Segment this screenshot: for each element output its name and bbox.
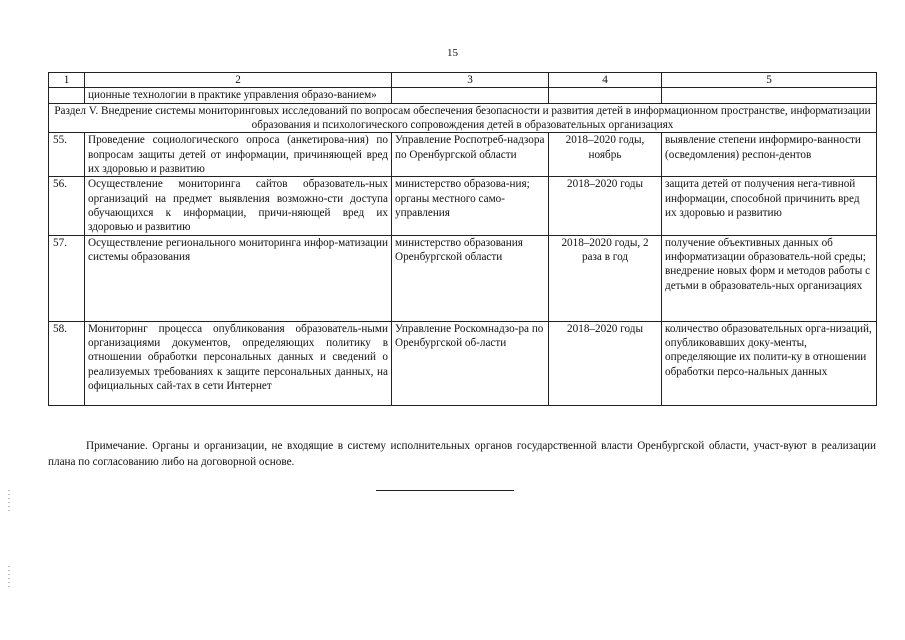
row-term: 2018–2020 годы [549,321,662,405]
column-number-5: 5 [662,73,877,88]
row-result: выявление степени информиро-ванности (осведомления) респон-дентов [662,133,877,177]
row-measure: Проведение социологического опроса (анкетирова-ния) по вопросам защиты детей от информации, причиняющей вред их здоровью и развитию [85,133,392,177]
row-measure: Осуществление мониторинга сайтов образователь-ных организаций на предмет выявления возможно-сти доступа обучающихся к информации, причи-няющей вред их здоровью и развитию [85,177,392,235]
section-title: Раздел V. Внедрение системы мониторинговых исследований по вопросам обеспечения безопасности и развития детей в информационном пространстве, информатизации образования и психологического сопровождения детей в образовательных организациях [49,103,877,133]
continuation-text: ционные технологии в практике управления образо-ванием» [85,88,392,103]
note-text: Примечание. Органы и организации, не входящие в систему исполнительных органов государственной власти Оренбургской области, участ-вуют в реализации плана по согласованию либо на договорной основе. [48,440,876,469]
continuation-row [49,88,877,103]
note [48,438,876,470]
row-result: получение объективных данных об информатизации образователь-ной среды; внедрение новых форм и методов работы с детьми в образователь-ных организациях [662,235,877,321]
row-result: защита детей от получения нега-тивной информации, способной причинить вред их здоровью и развитию [662,177,877,235]
column-number-4: 4 [549,73,662,88]
table-row [49,133,877,177]
separator-line [376,490,514,491]
row-number: 56. [49,177,85,235]
row-executor: Управление Роспотреб-надзора по Оренбургской области [392,133,549,177]
column-number-1: 1 [49,73,85,88]
row-number: 55. [49,133,85,177]
row-measure: Мониторинг процесса опубликования образователь-ными организациями документов, определяющих политику в отношении обработки персональных данных и сведений о реализуемых требованиях к защите персональных данных, на официальных сай-тах в сети Интернет [85,321,392,405]
table-row [49,321,877,405]
binding-marks [8,490,10,514]
row-executor: министерство образования Оренбургской области [392,235,549,321]
plan-table [48,72,877,406]
column-number-3: 3 [392,73,549,88]
row-term: 2018–2020 годы, 2 раза в год [549,235,662,321]
row-number: 58. [49,321,85,405]
section-row [49,103,877,133]
row-result: количество образовательных орга-низаций, опубликовавших доку-менты, определяющие их полити-ку в отношении обработки персо-нальных данных [662,321,877,405]
row-executor: министерство образова-ния; органы местного само-управления [392,177,549,235]
table-row [49,235,877,321]
row-executor: Управление Роскомнадзо-ра по Оренбургской об-ласти [392,321,549,405]
row-number: 57. [49,235,85,321]
row-measure: Осуществление регионального мониторинга инфор-матизации системы образования [85,235,392,321]
row-term: 2018–2020 годы [549,177,662,235]
row-term: 2018–2020 годы, ноябрь [549,133,662,177]
binding-marks [8,566,10,588]
page-number: 15 [447,47,458,59]
column-number-2: 2 [85,73,392,88]
table-row [49,177,877,235]
table-header-row [49,73,877,88]
